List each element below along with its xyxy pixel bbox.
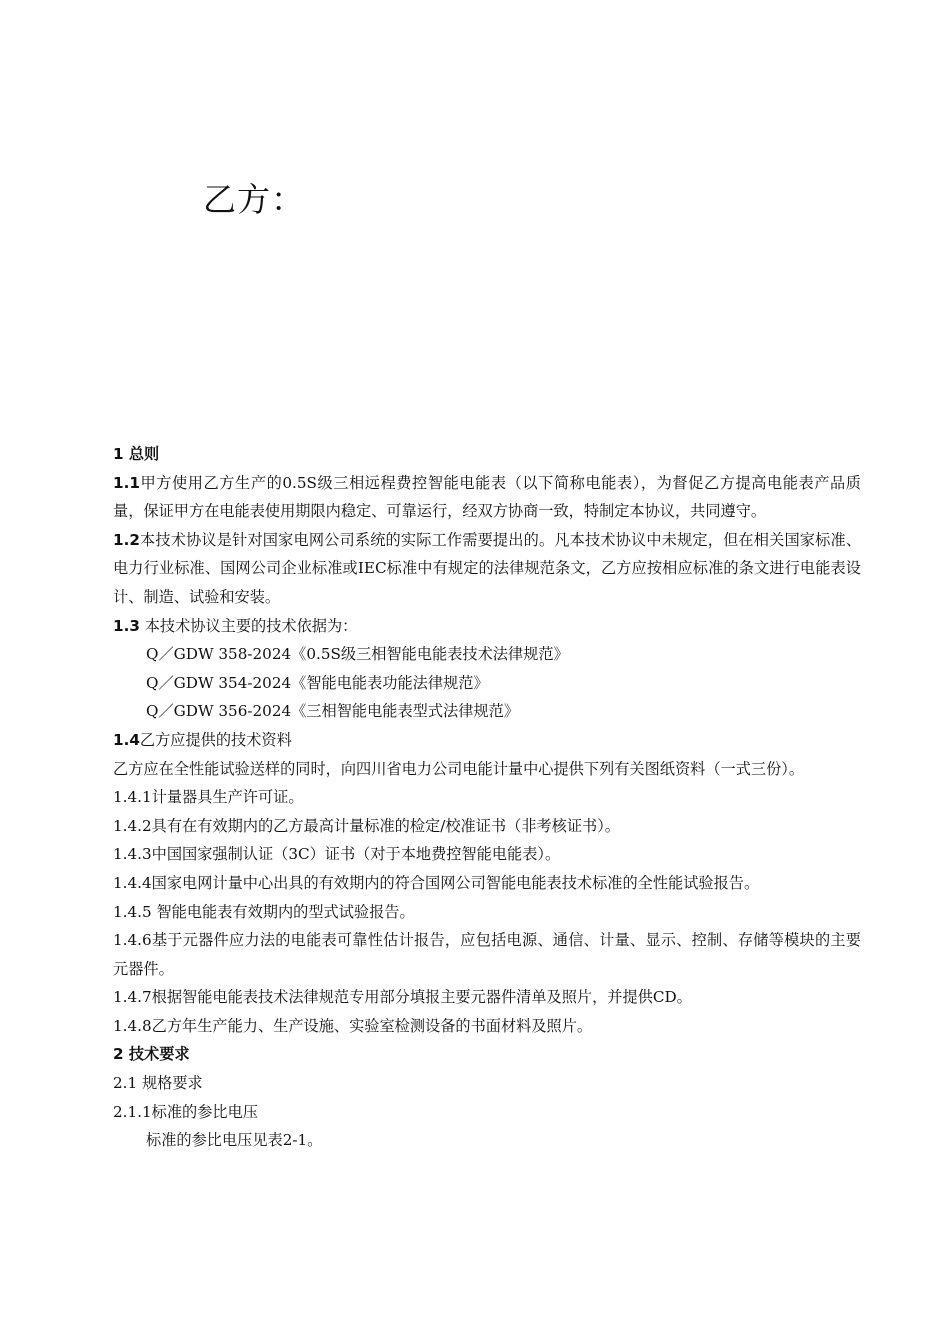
subsection-2-1-1: 2.1.1标准的参比电压 [113,1102,258,1121]
section-2-heading: 2 技术要求 [113,1045,190,1064]
clause-text: 本技术协议是针对国家电网公司系统的实际工作需要提出的。凡本技术协议中未规定，但在相关国家标准、电力行业标准、国网公司企业标准或IEC标准中有规定的法律规范条文，乙方应按相应标准的条文进行电能表设计、制造、试验和安装。 [113,530,861,606]
list-item-1-4-2: 1.4.2具有在有效期内的乙方最高计量标准的检定/校准证书（非考核证书）。 [113,816,620,835]
standard-ref-2: Q／GDW 354-2024《智能电能表功能法律规范》 [146,673,489,692]
paragraph-1-1 [113,469,861,526]
paragraph-1-3 [113,612,861,641]
clause-number: 1.1 [113,473,140,492]
standard-ref-3: Q／GDW 356-2024《三相智能电能表型式法律规范》 [146,702,519,721]
document-body [113,440,861,1155]
paragraph-1-2 [113,526,861,612]
list-item-1-4-3: 1.4.3中国国家强制认证（3C）证书（对于本地费控智能电能表）。 [113,845,561,864]
list-item-1-4-5: 1.4.5 智能电能表有效期内的型式试验报告。 [113,902,415,921]
party-b-label: 乙方： [203,180,305,219]
clause-text: 乙方应提供的技术资料 [139,730,292,749]
standard-ref-1: Q／GDW 358-2024《0.5S级三相智能电能表技术法律规范》 [146,645,569,664]
list-item-1-4-1: 1.4.1计量器具生产许可证。 [113,788,304,807]
subsection-2-1-1-body: 标准的参比电压见表2-1。 [146,1131,323,1150]
clause-text: 甲方使用乙方生产的0.5S级三相远程费控智能电能表（以下简称电能表），为督促乙方提高电能表产品质量，保证甲方在电能表使用期限内稳定、可靠运行，经双方协商一致，特制定本协议，共同遵守。 [113,473,861,521]
subsection-2-1: 2.1 规格要求 [113,1074,203,1093]
list-item-1-4-8: 1.4.8乙方年生产能力、生产设施、实验室检测设备的书面材料及照片。 [113,1016,593,1035]
clause-number: 1.3 [113,616,140,635]
list-item-1-4-6: 1.4.6基于元器件应力法的电能表可靠性估计报告，应包括电源、通信、计量、显示、控制、存储等模块的主要元器件。 [113,931,861,978]
clause-number: 1.2 [113,530,140,549]
list-item-1-4-7: 1.4.7根据智能电能表技术法律规范专用部分填报主要元器件清单及照片，并提供CD。 [113,988,692,1007]
clause-text: 本技术协议主要的技术依据为： [139,616,358,635]
section-1-heading: 1 总则 [113,445,160,463]
paragraph-1-4 [113,726,861,755]
list-item-1-4-4: 1.4.4国家电网计量中心出具的有效期内的符合国网公司智能电能表技术标准的全性能试验报告。 [113,873,760,892]
clause-number: 1.4 [113,730,140,749]
paragraph-1-4-body: 乙方应在全性能试验送样的同时，向四川省电力公司电能计量中心提供下列有关图纸资料（一式三份）。 [113,759,805,778]
